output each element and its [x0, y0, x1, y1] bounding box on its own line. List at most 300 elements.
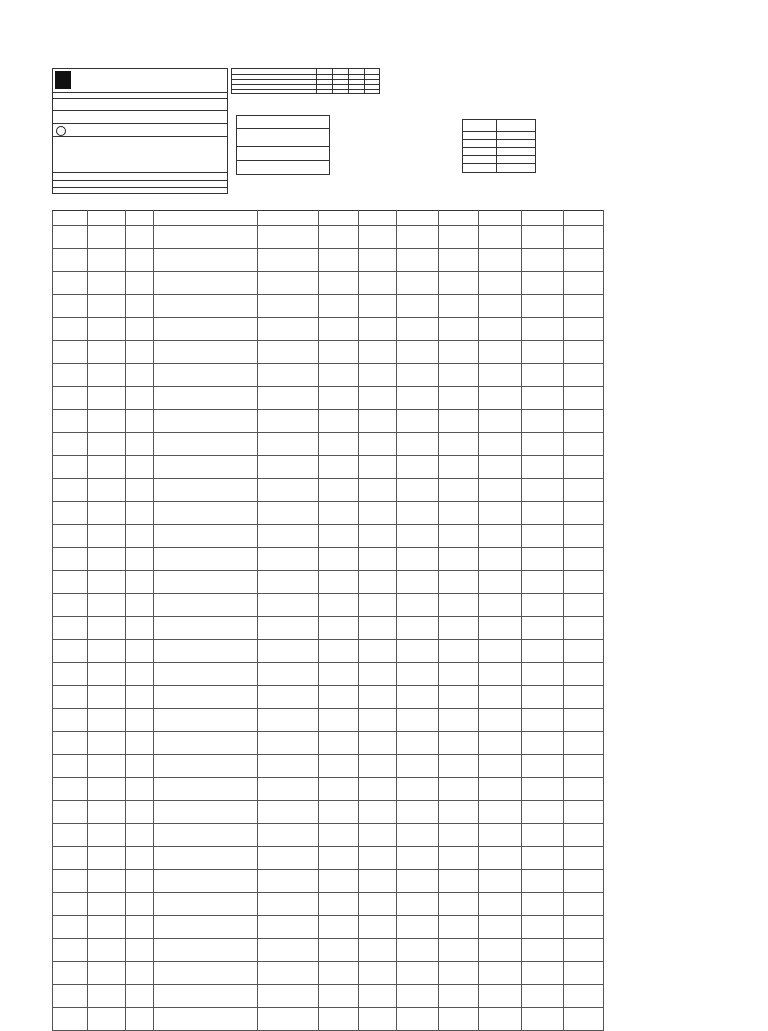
table-cell — [521, 295, 563, 318]
table-cell — [88, 364, 126, 387]
table-cell — [154, 847, 258, 870]
grid-line — [496, 119, 497, 173]
table-row — [53, 939, 604, 962]
table-cell — [154, 502, 258, 525]
table-cell — [125, 249, 153, 272]
table-cell — [563, 479, 603, 502]
table-cell — [257, 640, 318, 663]
table-cell — [257, 249, 318, 272]
table-cell — [319, 249, 359, 272]
table-cell — [563, 870, 603, 893]
table-cell — [563, 295, 603, 318]
table-cell — [479, 364, 521, 387]
table-cell — [88, 410, 126, 433]
table-cell — [125, 525, 153, 548]
table-row — [53, 916, 604, 939]
table-cell — [88, 525, 126, 548]
table-cell — [439, 502, 479, 525]
table-cell — [359, 732, 397, 755]
table-cell — [439, 847, 479, 870]
table-cell — [359, 709, 397, 732]
table-cell — [125, 663, 153, 686]
table-cell — [521, 824, 563, 847]
table-cell — [53, 732, 88, 755]
table-cell — [563, 801, 603, 824]
field-items-table — [52, 210, 604, 1031]
table-cell — [257, 364, 318, 387]
table-cell — [319, 456, 359, 479]
table-cell — [521, 962, 563, 985]
table-cell — [319, 870, 359, 893]
table-cell — [439, 226, 479, 249]
table-cell — [521, 801, 563, 824]
table-cell — [257, 456, 318, 479]
table-cell — [88, 272, 126, 295]
table-cell — [125, 548, 153, 571]
table-row — [53, 571, 604, 594]
table-cell — [125, 985, 153, 1008]
table-cell — [359, 272, 397, 295]
column-header — [439, 211, 479, 226]
table-cell — [125, 916, 153, 939]
column-header — [125, 211, 153, 226]
table-cell — [396, 571, 438, 594]
table-cell — [257, 295, 318, 318]
table-cell — [439, 916, 479, 939]
table-cell — [396, 916, 438, 939]
table-cell — [359, 962, 397, 985]
table-cell — [53, 594, 88, 617]
table-cell — [319, 686, 359, 709]
table-cell — [257, 548, 318, 571]
table-cell — [479, 870, 521, 893]
grid-line — [462, 163, 536, 164]
table-cell — [563, 571, 603, 594]
table-row — [53, 318, 604, 341]
table-cell — [53, 962, 88, 985]
table-cell — [88, 571, 126, 594]
table-cell — [396, 962, 438, 985]
table-cell — [479, 479, 521, 502]
table-cell — [359, 410, 397, 433]
table-cell — [319, 962, 359, 985]
table-cell — [521, 548, 563, 571]
column-header — [521, 211, 563, 226]
table-cell — [439, 525, 479, 548]
table-cell — [88, 640, 126, 663]
table-cell — [439, 410, 479, 433]
table-cell — [563, 387, 603, 410]
table-cell — [479, 433, 521, 456]
table-cell — [439, 272, 479, 295]
table-cell — [479, 502, 521, 525]
table-cell — [479, 571, 521, 594]
table-cell — [319, 801, 359, 824]
table-cell — [479, 732, 521, 755]
table-cell — [154, 571, 258, 594]
table-cell — [125, 640, 153, 663]
table-cell — [359, 663, 397, 686]
table-cell — [125, 594, 153, 617]
table-cell — [319, 548, 359, 571]
column-header — [479, 211, 521, 226]
table-cell — [257, 433, 318, 456]
table-row — [53, 226, 604, 249]
table-cell — [257, 870, 318, 893]
table-cell — [257, 686, 318, 709]
table-cell — [521, 594, 563, 617]
table-cell — [479, 755, 521, 778]
table-cell — [563, 663, 603, 686]
table-cell — [88, 847, 126, 870]
table-cell — [257, 985, 318, 1008]
table-cell — [521, 249, 563, 272]
table-cell — [359, 778, 397, 801]
table-cell — [154, 226, 258, 249]
table-row — [53, 732, 604, 755]
table-cell — [439, 295, 479, 318]
table-cell — [257, 755, 318, 778]
table-cell — [521, 916, 563, 939]
table-row — [53, 962, 604, 985]
table-cell — [396, 686, 438, 709]
table-cell — [319, 709, 359, 732]
table-cell — [257, 341, 318, 364]
table-cell — [125, 1008, 153, 1031]
table-cell — [396, 548, 438, 571]
table-cell — [125, 272, 153, 295]
table-cell — [154, 456, 258, 479]
table-cell — [359, 226, 397, 249]
table-cell — [53, 755, 88, 778]
table-cell — [88, 870, 126, 893]
table-cell — [88, 801, 126, 824]
table-row — [53, 502, 604, 525]
table-cell — [479, 226, 521, 249]
table-row — [53, 479, 604, 502]
table-cell — [154, 962, 258, 985]
table-cell — [396, 893, 438, 916]
table-cell — [125, 755, 153, 778]
table-cell — [53, 479, 88, 502]
table-row — [53, 870, 604, 893]
table-cell — [479, 249, 521, 272]
table-row — [53, 387, 604, 410]
table-cell — [53, 686, 88, 709]
table-cell — [439, 870, 479, 893]
revision-row-line — [231, 79, 380, 80]
status-grid — [462, 119, 536, 173]
table-cell — [396, 387, 438, 410]
table-cell — [319, 778, 359, 801]
table-cell — [521, 939, 563, 962]
table-row — [53, 249, 604, 272]
table-cell — [319, 985, 359, 1008]
table-cell — [521, 847, 563, 870]
table-cell — [439, 1008, 479, 1031]
table-cell — [563, 594, 603, 617]
table-cell — [396, 640, 438, 663]
table-cell — [563, 502, 603, 525]
table-cell — [479, 893, 521, 916]
table-cell — [359, 571, 397, 594]
table-cell — [319, 272, 359, 295]
table-cell — [396, 479, 438, 502]
table-row — [53, 295, 604, 318]
table-cell — [154, 295, 258, 318]
table-row — [53, 663, 604, 686]
table-cell — [359, 617, 397, 640]
table-row — [53, 755, 604, 778]
table-cell — [88, 502, 126, 525]
table-cell — [439, 617, 479, 640]
divider — [52, 123, 228, 124]
divider — [52, 172, 228, 173]
table-cell — [154, 249, 258, 272]
table-cell — [521, 778, 563, 801]
table-cell — [359, 755, 397, 778]
table-header-row — [53, 211, 604, 226]
column-header — [396, 211, 438, 226]
table-cell — [88, 893, 126, 916]
table-cell — [53, 433, 88, 456]
table-cell — [521, 318, 563, 341]
table-cell — [154, 364, 258, 387]
table-cell — [53, 939, 88, 962]
table-cell — [53, 824, 88, 847]
table-cell — [521, 1008, 563, 1031]
table-cell — [521, 617, 563, 640]
table-cell — [563, 686, 603, 709]
table-cell — [563, 916, 603, 939]
table-cell — [125, 778, 153, 801]
table-cell — [521, 272, 563, 295]
table-cell — [396, 617, 438, 640]
column-header — [53, 211, 88, 226]
divider — [52, 136, 228, 137]
table-cell — [479, 387, 521, 410]
table-cell — [53, 916, 88, 939]
table-row — [53, 778, 604, 801]
table-cell — [88, 479, 126, 502]
table-cell — [521, 571, 563, 594]
divider — [52, 110, 228, 111]
table-cell — [479, 778, 521, 801]
table-cell — [88, 824, 126, 847]
table-cell — [359, 479, 397, 502]
table-cell — [88, 226, 126, 249]
table-cell — [563, 893, 603, 916]
table-cell — [88, 732, 126, 755]
table-cell — [154, 686, 258, 709]
table-cell — [88, 318, 126, 341]
table-cell — [154, 870, 258, 893]
table-cell — [521, 502, 563, 525]
table-cell — [154, 1008, 258, 1031]
column-header — [359, 211, 397, 226]
table-cell — [53, 341, 88, 364]
table-cell — [563, 939, 603, 962]
table-cell — [319, 663, 359, 686]
table-cell — [359, 502, 397, 525]
table-cell — [563, 456, 603, 479]
table-cell — [439, 962, 479, 985]
column-header — [563, 211, 603, 226]
divider — [52, 98, 228, 99]
divider — [52, 92, 228, 93]
table-cell — [319, 433, 359, 456]
table-cell — [439, 824, 479, 847]
table-cell — [479, 663, 521, 686]
table-cell — [88, 755, 126, 778]
table-cell — [53, 663, 88, 686]
table-cell — [396, 594, 438, 617]
table-cell — [125, 732, 153, 755]
table-cell — [125, 686, 153, 709]
table-cell — [319, 364, 359, 387]
table-cell — [319, 916, 359, 939]
table-row — [53, 824, 604, 847]
revision-row-line — [231, 74, 380, 75]
table-row — [53, 594, 604, 617]
divider — [52, 180, 228, 181]
table-cell — [439, 594, 479, 617]
table-cell — [154, 916, 258, 939]
table-cell — [563, 640, 603, 663]
table-cell — [319, 226, 359, 249]
table-cell — [257, 226, 318, 249]
table-cell — [319, 755, 359, 778]
table-cell — [319, 1008, 359, 1031]
table-cell — [53, 778, 88, 801]
table-cell — [396, 502, 438, 525]
table-cell — [479, 847, 521, 870]
table-cell — [396, 272, 438, 295]
table-cell — [479, 525, 521, 548]
table-cell — [479, 617, 521, 640]
table-cell — [257, 962, 318, 985]
table-cell — [125, 318, 153, 341]
table-cell — [125, 410, 153, 433]
table-cell — [154, 778, 258, 801]
table-cell — [154, 387, 258, 410]
table-cell — [359, 318, 397, 341]
table-cell — [257, 617, 318, 640]
table-cell — [563, 364, 603, 387]
table-cell — [563, 249, 603, 272]
table-cell — [319, 893, 359, 916]
table-cell — [396, 1008, 438, 1031]
table-cell — [563, 617, 603, 640]
table-cell — [319, 732, 359, 755]
table-cell — [521, 387, 563, 410]
table-cell — [359, 939, 397, 962]
table-cell — [521, 456, 563, 479]
table-cell — [154, 548, 258, 571]
table-cell — [521, 870, 563, 893]
table-cell — [53, 364, 88, 387]
table-cell — [125, 364, 153, 387]
table-cell — [125, 824, 153, 847]
table-cell — [88, 663, 126, 686]
table-cell — [479, 341, 521, 364]
table-cell — [88, 341, 126, 364]
table-cell — [53, 456, 88, 479]
table-cell — [479, 824, 521, 847]
table-cell — [257, 318, 318, 341]
table-row — [53, 548, 604, 571]
table-cell — [319, 594, 359, 617]
table-cell — [521, 640, 563, 663]
table-cell — [396, 847, 438, 870]
table-cell — [396, 985, 438, 1008]
table-row — [53, 709, 604, 732]
table-cell — [563, 525, 603, 548]
table-cell — [319, 479, 359, 502]
table-cell — [154, 479, 258, 502]
table-cell — [319, 318, 359, 341]
column-header — [257, 211, 318, 226]
table-cell — [396, 318, 438, 341]
table-row — [53, 893, 604, 916]
table-cell — [396, 433, 438, 456]
table-cell — [53, 870, 88, 893]
table-cell — [257, 410, 318, 433]
table-cell — [439, 387, 479, 410]
table-cell — [396, 663, 438, 686]
table-cell — [154, 525, 258, 548]
table-cell — [88, 548, 126, 571]
table-cell — [439, 364, 479, 387]
table-cell — [439, 548, 479, 571]
table-row — [53, 341, 604, 364]
revision-block — [231, 68, 380, 94]
table-cell — [154, 755, 258, 778]
table-cell — [396, 341, 438, 364]
table-cell — [257, 939, 318, 962]
revision-col-line — [364, 68, 365, 94]
table-cell — [479, 548, 521, 571]
table-cell — [257, 893, 318, 916]
table-cell — [396, 732, 438, 755]
table-cell — [521, 709, 563, 732]
table-cell — [125, 847, 153, 870]
table-cell — [88, 617, 126, 640]
table-cell — [396, 364, 438, 387]
table-cell — [53, 548, 88, 571]
table-cell — [359, 916, 397, 939]
table-cell — [439, 709, 479, 732]
table-cell — [154, 893, 258, 916]
table-cell — [359, 341, 397, 364]
table-cell — [563, 847, 603, 870]
table-cell — [439, 686, 479, 709]
table-cell — [88, 249, 126, 272]
table-cell — [257, 502, 318, 525]
table-cell — [521, 663, 563, 686]
table-cell — [257, 778, 318, 801]
table-cell — [53, 617, 88, 640]
table-cell — [319, 824, 359, 847]
table-cell — [319, 410, 359, 433]
table-cell — [88, 778, 126, 801]
table-cell — [439, 778, 479, 801]
table-cell — [439, 893, 479, 916]
table-cell — [88, 433, 126, 456]
table-cell — [479, 594, 521, 617]
table-cell — [53, 295, 88, 318]
revision-row-line — [231, 89, 380, 90]
